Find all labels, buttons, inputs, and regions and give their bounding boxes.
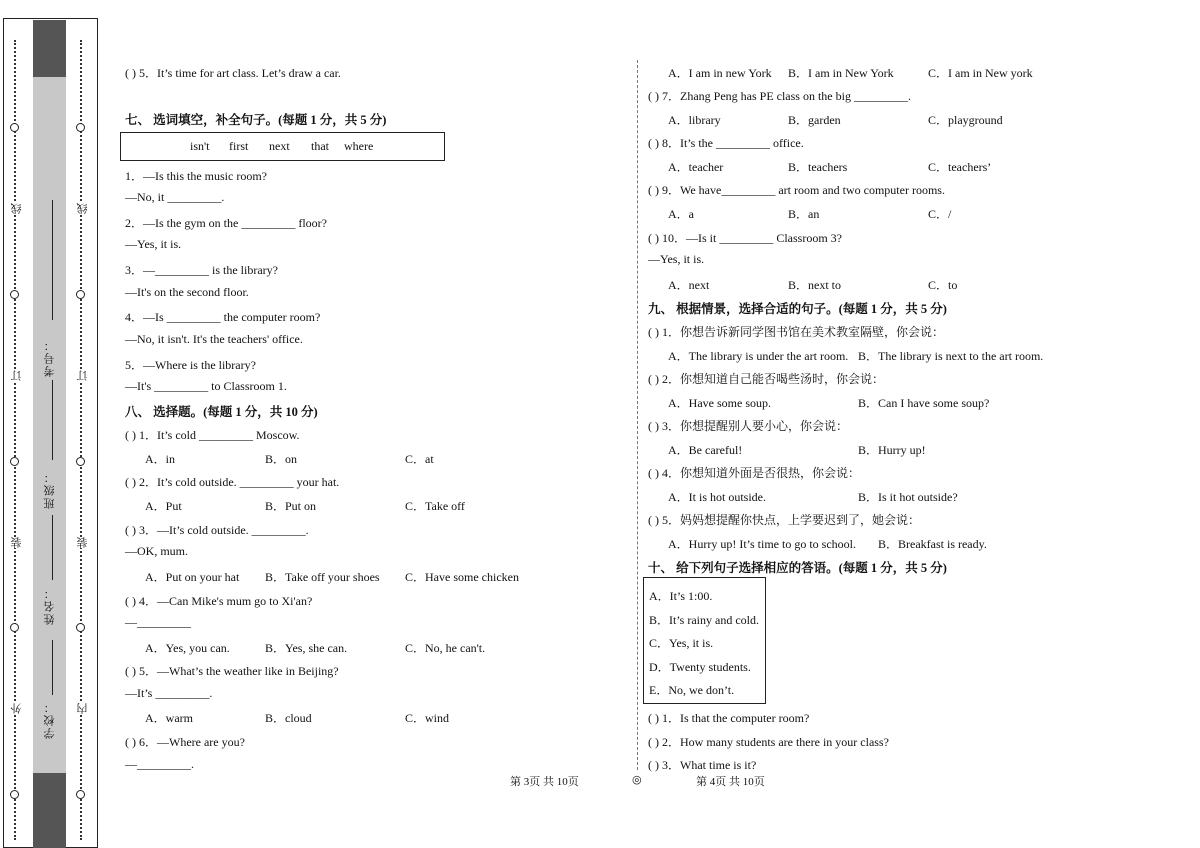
option-b: B．Take off your shoes: [265, 570, 380, 584]
option-c: C．teachers’: [928, 160, 992, 174]
sec7-line: 3．—_________ is the library?: [125, 263, 278, 277]
section-7-title: 七、 选词填空，补全句子。(每题 1 分，共 5 分): [125, 113, 387, 127]
option-c: C．at: [405, 452, 434, 466]
word-bank-item: isn't: [190, 139, 210, 153]
outer-cut-line: [14, 40, 16, 840]
option-a: A．Yes, you can.: [145, 641, 230, 655]
sec9-q3-stem: ( ) 3．你想提醒别人要小心，你会说：: [648, 419, 848, 433]
sec7-line: 4．—Is _________ the computer room?: [125, 310, 321, 324]
option-c: C．to: [928, 278, 958, 292]
binding-hole-marker: [76, 123, 85, 132]
option-b: B．garden: [788, 113, 841, 127]
binding-dark-band-top: [33, 20, 66, 77]
option-a: A．warm: [145, 711, 193, 725]
sec8-q10-stem: ( ) 10．—Is it _________ Classroom 3?: [648, 231, 842, 245]
option-b: B．Breakfast is ready.: [878, 537, 987, 551]
sec7-line: —It's _________ to Classroom 1.: [125, 379, 287, 393]
school-underline: [52, 640, 54, 695]
binding-gray-band: [33, 77, 66, 773]
binding-hole-marker: [10, 457, 19, 466]
option-a: A．I am in new York: [668, 66, 772, 80]
inner-line-char: 装: [77, 537, 89, 548]
sec8-q3-response: —OK, mum.: [125, 544, 188, 558]
sec8-q7-stem: ( ) 7．Zhang Peng has PE class on the big _________.: [648, 89, 911, 103]
option-a: A．next: [668, 278, 710, 292]
option-a: A．It is hot outside.: [668, 490, 766, 504]
binding-dark-band-bottom: [33, 773, 66, 848]
name-label: 姓名：: [44, 586, 56, 625]
section-9-title: 九、 根据情景，选择合适的句子。(每题 1 分，共 5 分): [648, 302, 947, 316]
section-10-title: 十、 给下列句子选择相应的答语。(每题 1 分，共 5 分): [648, 561, 947, 575]
option-c: C．Have some chicken: [405, 570, 519, 584]
option-c: C．wind: [405, 711, 450, 725]
class-underline: [52, 380, 54, 460]
sec8-q8-stem: ( ) 8．It’s the _________ office.: [648, 136, 804, 150]
inner-line-char: 线: [77, 203, 89, 214]
option-c: C．Take off: [405, 499, 465, 513]
sec8-q3-stem: ( ) 3．—It’s cold outside. _________.: [125, 523, 309, 537]
sec8-q4-response: —_________: [125, 615, 191, 629]
option-a: A．Put on your hat: [145, 570, 240, 584]
option-a: A．library: [668, 113, 721, 127]
sec9-q2-stem: ( ) 2．你想知道自己能否喝些汤时，你会说：: [648, 372, 884, 386]
binding-hole-marker: [76, 290, 85, 299]
sec8-q9-stem: ( ) 9．We have_________ art room and two computer rooms.: [648, 183, 945, 197]
option-b: B．Can I have some soup?: [858, 396, 990, 410]
option-a: A．The library is under the art room.: [668, 349, 849, 363]
option-c: C．/: [928, 207, 952, 221]
binding-hole-marker: [10, 790, 19, 799]
binding-hole-marker: [76, 623, 85, 632]
page-divider: [637, 60, 638, 770]
option-c: C．No, he can't.: [405, 641, 486, 655]
option-a: A．Hurry up! It’s time to go to school.: [668, 537, 856, 551]
sec8-q10-response: —Yes, it is.: [648, 252, 705, 266]
option-b: B．Put on: [265, 499, 317, 513]
option-b: B．The library is next to the art room.: [858, 349, 1044, 363]
sec8-q5-stem: ( ) 5．—What’s the weather like in Beijing?: [125, 664, 339, 678]
binding-hole-marker: [76, 790, 85, 799]
sec9-q4-stem: ( ) 4．你想知道外面是否很热，你会说：: [648, 466, 860, 480]
binding-hole-marker: [10, 123, 19, 132]
section-8-title: 八、 选择题。(每题 1 分，共 10 分): [125, 405, 318, 419]
class-label: 班级：: [44, 470, 56, 509]
word-bank-item: where: [344, 139, 374, 153]
sec7-line: —It's on the second floor.: [125, 285, 249, 299]
option-b: B．Is it hot outside?: [858, 490, 958, 504]
page-footer-left: 第 3页 共 10页: [510, 776, 579, 788]
option-a: A．teacher: [668, 160, 724, 174]
outer-line-char: 线: [11, 203, 23, 214]
sec8-q1-stem: ( ) 1．It’s cold _________ Moscow.: [125, 428, 300, 442]
outer-line-char: 装: [11, 537, 23, 548]
option-b: B．an: [788, 207, 820, 221]
sec8-q2-stem: ( ) 2．It’s cold outside. _________ your hat.: [125, 475, 340, 489]
outer-line-char: 外: [11, 703, 23, 714]
option-b: B．on: [265, 452, 298, 466]
sec8-q6-response: —_________.: [125, 757, 194, 771]
inner-line-char: 订: [77, 370, 89, 381]
sec9-q5-stem: ( ) 5．妈妈想提醒你快点，上学要迟到了，她会说：: [648, 513, 920, 527]
inner-cut-line: [80, 40, 82, 840]
answer-option: E．No, we don’t.: [649, 683, 735, 697]
option-b: B．Hurry up!: [858, 443, 926, 457]
footer-mark: ◎: [632, 774, 642, 786]
option-a: A．Be careful!: [668, 443, 743, 457]
sec7-line: 5．—Where is the library?: [125, 358, 256, 372]
sec10-q3: ( ) 3．What time is it?: [648, 758, 757, 772]
sec8-q4-stem: ( ) 4．—Can Mike's mum go to Xi'an?: [125, 594, 313, 608]
page-footer-right: 第 4页 共 10页: [696, 776, 765, 788]
answer-option: C．Yes, it is.: [649, 636, 714, 650]
answer-option: B．It’s rainy and cold.: [649, 613, 759, 627]
sec8-q6-stem: ( ) 6．—Where are you?: [125, 735, 245, 749]
option-b: B．cloud: [265, 711, 312, 725]
outer-line-char: 订: [11, 370, 23, 381]
option-b: B．teachers: [788, 160, 848, 174]
question-5: ( ) 5．It’s time for art class. Let’s draw a car.: [125, 66, 341, 80]
option-c: C．I am in New york: [928, 66, 1033, 80]
binding-hole-marker: [76, 457, 85, 466]
sec7-line: —No, it isn't. It's the teachers' office.: [125, 332, 303, 346]
word-bank-item: first: [229, 139, 249, 153]
sec8-q5-response: —It’s _________.: [125, 686, 213, 700]
school-label: 学校：: [44, 700, 56, 739]
option-b: B．I am in New York: [788, 66, 894, 80]
sec7-line: 2．—Is the gym on the _________ floor?: [125, 216, 327, 230]
option-a: A．Have some soup.: [668, 396, 771, 410]
option-b: B．next to: [788, 278, 841, 292]
option-c: C．playground: [928, 113, 1003, 127]
answer-option: A．It’s 1:00.: [649, 589, 713, 603]
inner-line-char: 内: [77, 703, 89, 714]
option-b: B．Yes, she can.: [265, 641, 348, 655]
sec10-q2: ( ) 2．How many students are there in your class?: [648, 735, 889, 749]
sec7-line: 1．—Is this the music room?: [125, 169, 267, 183]
option-a: A．a: [668, 207, 694, 221]
binding-hole-marker: [10, 290, 19, 299]
sec7-line: —Yes, it is.: [125, 237, 182, 251]
option-a: A．Put: [145, 499, 182, 513]
sec9-q1-stem: ( ) 1．你想告诉新同学图书馆在美术教室隔壁，你会说：: [648, 325, 944, 339]
word-bank-item: next: [269, 139, 290, 153]
answer-option: D．Twenty students.: [649, 660, 751, 674]
sec7-line: —No, it _________.: [125, 190, 225, 204]
word-bank-item: that: [311, 139, 329, 153]
binding-hole-marker: [10, 623, 19, 632]
exam-number-underline: [52, 200, 54, 320]
option-a: A．in: [145, 452, 176, 466]
name-underline: [52, 515, 54, 580]
exam-number-label: 考号：: [44, 338, 56, 377]
sec10-q1: ( ) 1．Is that the computer room?: [648, 711, 810, 725]
